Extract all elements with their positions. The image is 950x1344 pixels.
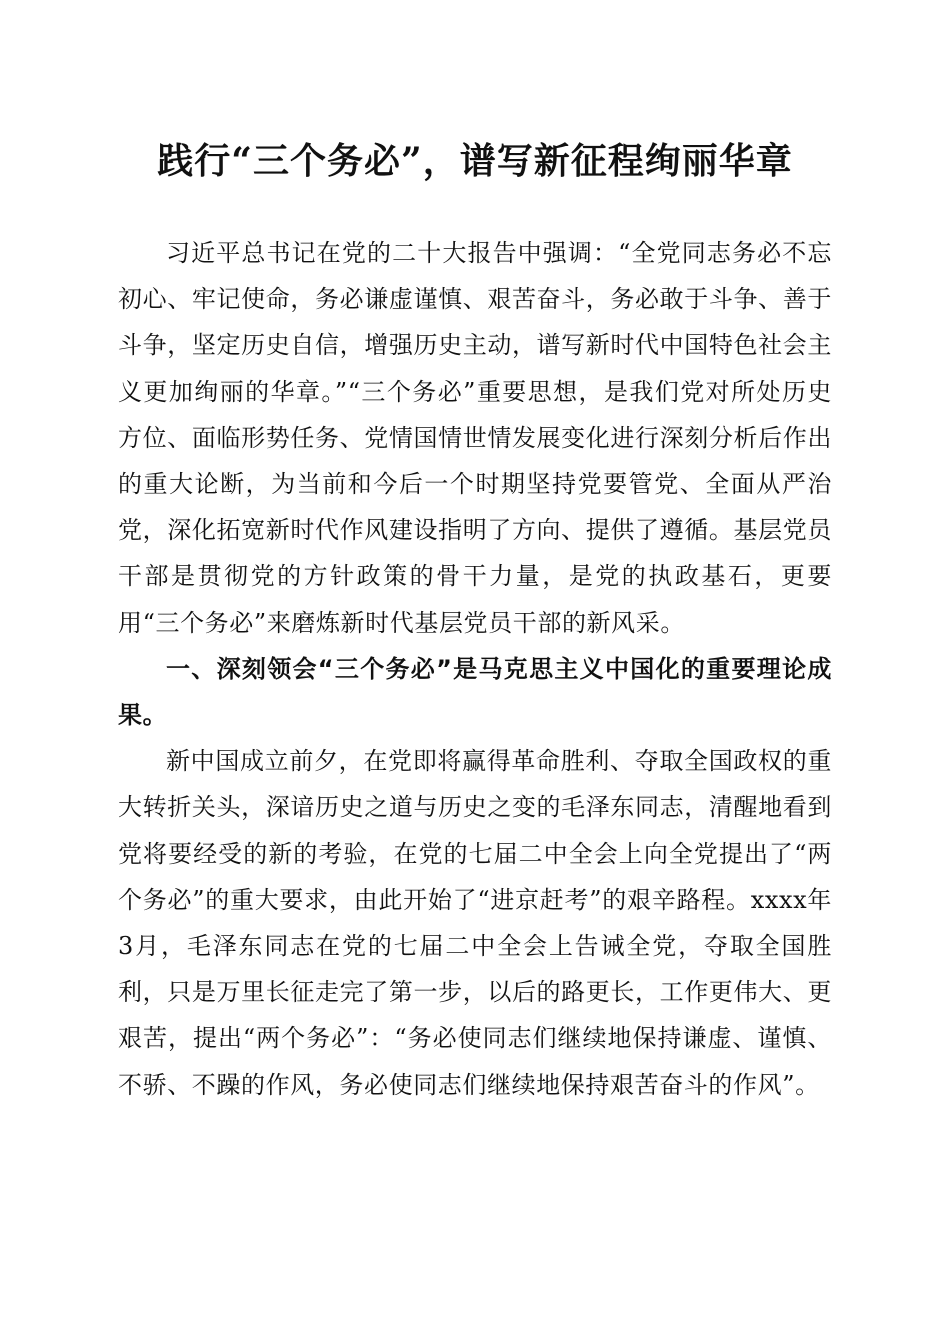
section-heading: 一、深刻领会“三个务必”是马克思主义中国化的重要理论成果。 <box>118 654 832 730</box>
intro-paragraph: 习近平总书记在党的二十大报告中强调：“全党同志务必不忘初心、牢记使命，务必谦虚谨慎、艰苦奋斗，务必敢于斗争、善于斗争，坚定历史自信，增强历史主动，谱写新时代中国特色社会主义更加绚丽的华章。”“三个务必”重要思想，是我们党对所处历史方位、面临形势任务、党情国情世情发展变化进行深刻分析后作出的重大论断，为当前和今后一个时期坚持党要管党、全面从严治党，深化拓宽新时代作风建设指明了方向、提供了遵循。基层党员干部是贯彻党的方针政策的骨干力量，是党的执政基石，更要用“三个务必”来磨炼新时代基层党员干部的新风采。 <box>118 239 832 637</box>
document-title: 践行“三个务必”，谱写新征程绚丽华章 <box>157 140 793 182</box>
document-body <box>118 230 832 1108</box>
section-paragraph: 新中国成立前夕，在党即将赢得革命胜利、夺取全国政权的重大转折关头，深谙历史之道与历史之变的毛泽东同志，清醒地看到党将要经受的新的考验，在党的七届二中全会上向全党提出了“两个务必”的重大要求，由此开始了“进京赶考”的艰辛路程。xxxx年3月，毛泽东同志在党的七届二中全会上告诫全党，夺取全国胜利，只是万里长征走完了第一步，以后的路更长，工作更伟大、更艰苦，提出“两个务必”：“务必使同志们继续地保持谦虚、谨慎、不骄、不躁的作风，务必使同志们继续地保持艰苦奋斗的作风”。 <box>118 747 832 1099</box>
